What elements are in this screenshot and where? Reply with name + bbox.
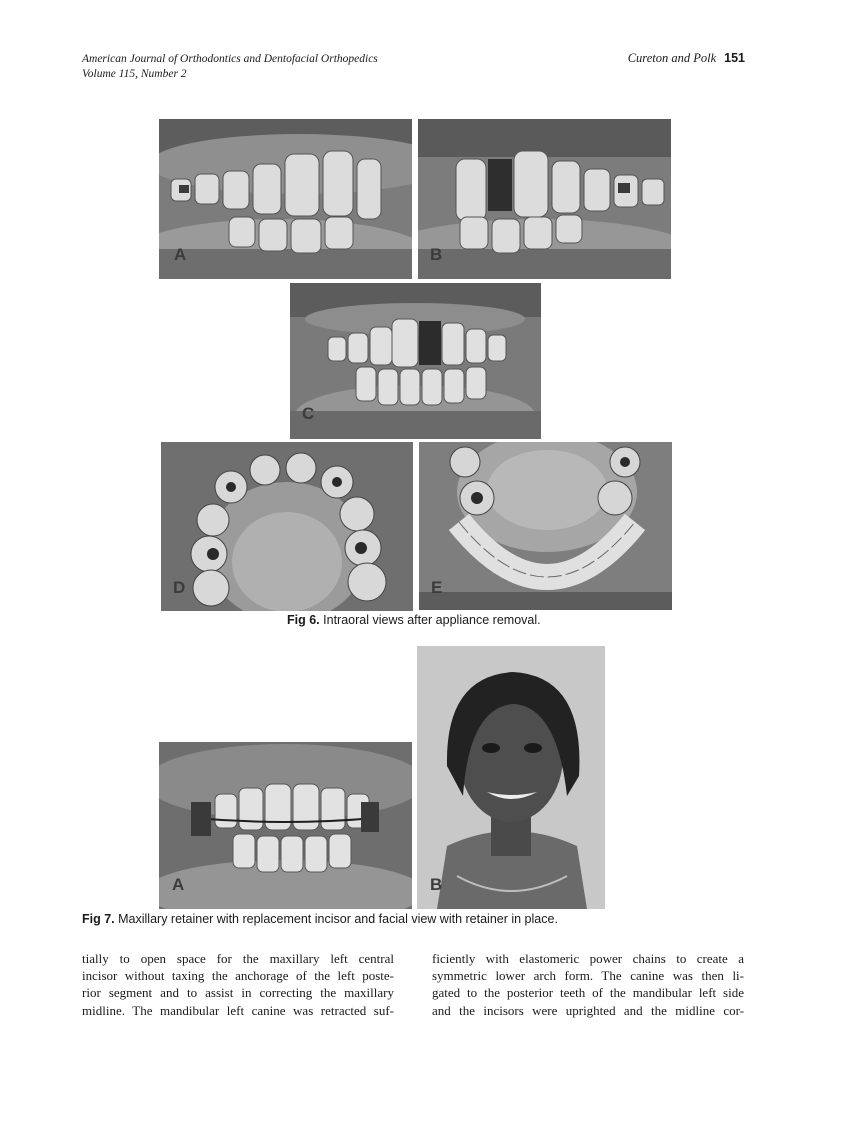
fig7-photo-b — [417, 646, 605, 909]
fig6-label-b: B — [430, 245, 443, 264]
fig6-photo-d — [161, 442, 413, 611]
journal-volume: Volume 115, Number 2 — [82, 68, 187, 80]
journal-title: American Journal of Orthodontics and Dentofacial Orthopedics — [82, 53, 378, 65]
fig6-label-c: C — [302, 404, 315, 423]
fig6-caption-label: Fig 6. — [287, 613, 320, 627]
fig7-caption-text: Maxillary retainer with replacement incisor and facial view with retainer in place. — [118, 912, 558, 926]
fig7-caption-label: Fig 7. — [82, 912, 115, 926]
fig6-photo-e — [419, 442, 672, 610]
body-line: midline. The mandibular left canine was retracted suf- — [82, 1002, 394, 1018]
fig7-label-b: B — [430, 875, 443, 894]
running-header-right — [628, 51, 745, 66]
fig6-label-a: A — [174, 245, 187, 264]
running-header-journal — [82, 52, 378, 82]
page-number: 151 — [724, 51, 745, 65]
body-line: gated to the posterior teeth of the mandibular left side — [432, 985, 744, 1001]
body-text-left-column — [82, 950, 394, 1019]
fig6-photo-c — [290, 283, 541, 439]
fig6-caption — [287, 613, 541, 627]
fig7-photo-a — [159, 742, 412, 909]
body-line: rior segment and to assist in correcting the maxillary — [82, 985, 394, 1001]
fig6-photo-b — [418, 119, 671, 279]
fig7-label-a: A — [172, 875, 185, 894]
fig6-caption-text: Intraoral views after appliance removal. — [323, 613, 541, 627]
header-authors: Cureton and Polk — [627, 51, 717, 65]
body-line: incisor without taxing the anchorage of the left poste- — [82, 968, 394, 984]
body-line: tially to open space for the maxillary left central — [82, 951, 394, 966]
fig6-photo-a — [159, 119, 412, 279]
body-line: symmetric lower arch form. The canine was then li- — [432, 968, 744, 984]
body-line: and the incisors were uprighted and the midline cor- — [432, 1002, 744, 1018]
body-line: ficiently with elastomeric power chains to create a — [432, 951, 744, 966]
fig6-label-e: E — [431, 578, 443, 597]
body-text-right-column — [432, 950, 744, 1019]
fig6-label-d: D — [173, 578, 186, 597]
fig7-caption — [82, 912, 558, 926]
